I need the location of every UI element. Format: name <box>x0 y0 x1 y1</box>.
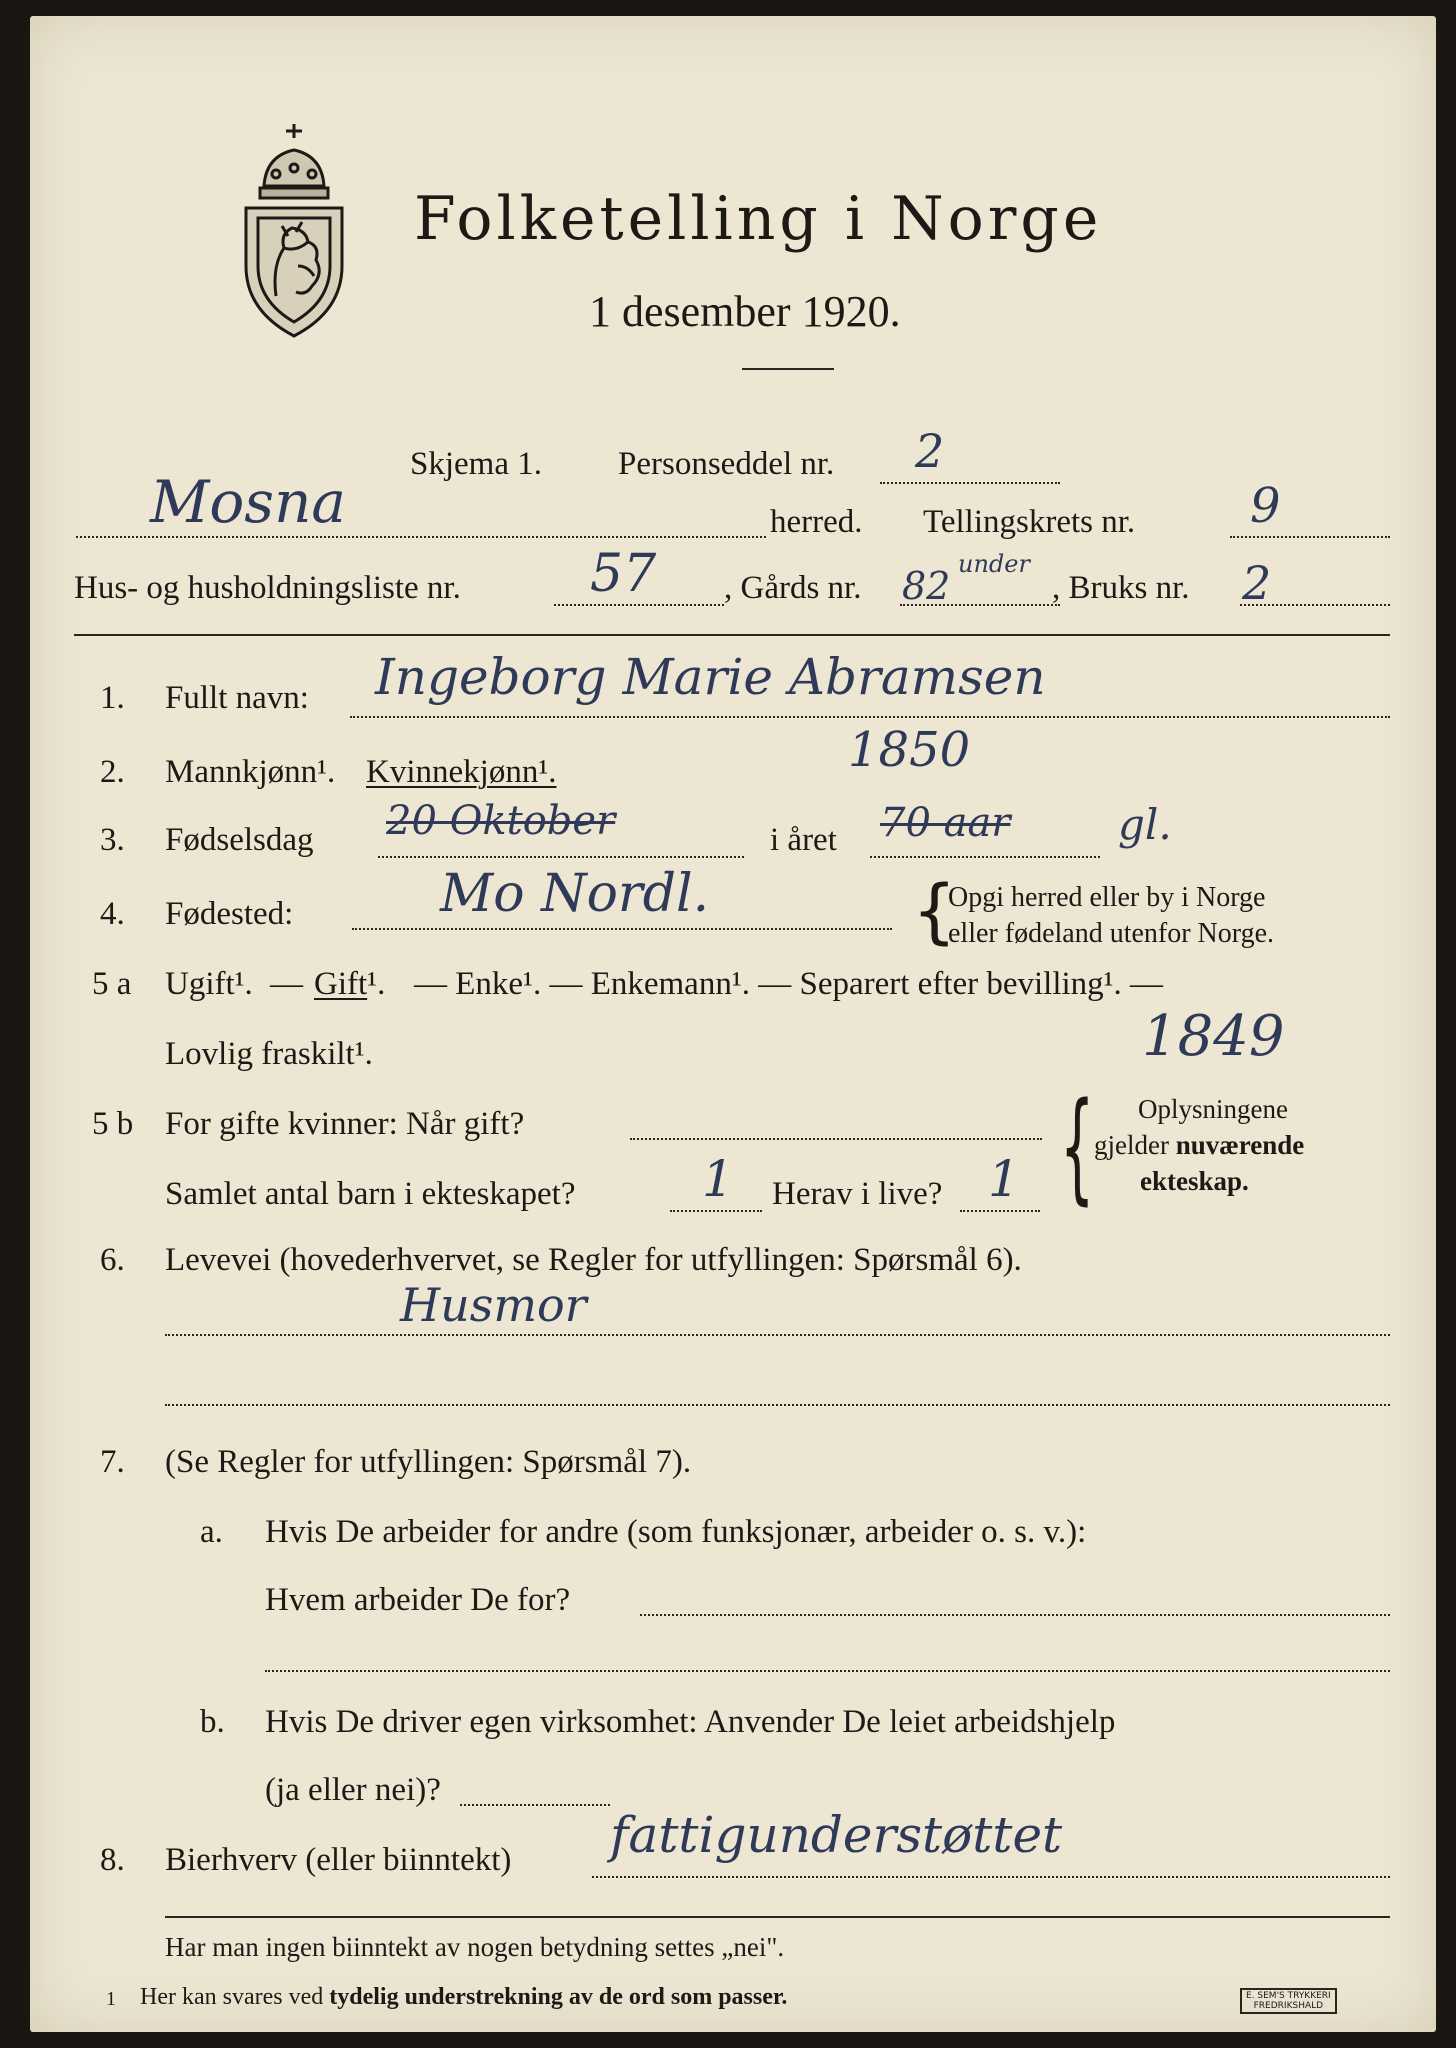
q4-brace: { <box>912 870 957 952</box>
q8-number: 8. <box>100 1842 125 1878</box>
q5a-other-options[interactable]: — Enke¹. — Enkemann¹. — Separert efter bevilling¹. — <box>414 966 1164 1002</box>
q8-value[interactable]: fattigunderstøttet <box>610 1806 1063 1864</box>
q5b-children-value[interactable]: 1 <box>702 1150 734 1208</box>
header-rule <box>74 634 1390 636</box>
footnote-text-a: Her kan svares ved <box>140 1984 330 2010</box>
q5a-gift-sup: ¹. <box>367 966 386 1002</box>
form-date: 1 desember 1920. <box>589 287 901 336</box>
footnote-mark: 1 <box>106 1988 116 2010</box>
hus-value[interactable]: 57 <box>590 544 657 604</box>
q5a-gift-option[interactable] <box>314 966 385 1003</box>
q5b-note-line2b: nuværende <box>1175 1130 1305 1160</box>
q5a-ugift-option[interactable]: Ugift¹. <box>165 966 253 1002</box>
q7a-line1 <box>640 1614 1390 1616</box>
q5b-alive-value[interactable]: 1 <box>988 1150 1020 1208</box>
tellingskrets-label: Tellingskrets nr. <box>923 504 1136 540</box>
q6-value[interactable]: Husmor <box>400 1278 587 1332</box>
footnote-text <box>140 1984 787 2011</box>
form-title: Folketelling i Norge <box>414 184 1103 254</box>
q5b-alive-label: Herav i live? <box>772 1176 943 1212</box>
q5b-children-line <box>670 1210 762 1212</box>
q8-line <box>592 1876 1390 1878</box>
q7-number: 7. <box>100 1444 125 1480</box>
norway-coat-of-arms-icon <box>236 116 352 341</box>
q2-number: 2. <box>100 754 125 790</box>
q5b-note-line2a: gjelder <box>1094 1130 1176 1160</box>
q5b-note-line3: ekteskap. <box>1140 1166 1249 1196</box>
q5b-note-line2 <box>1094 1130 1304 1161</box>
q3-year-line <box>870 856 1100 858</box>
herred-value[interactable]: Mosna <box>150 468 347 536</box>
herred-label: herred. <box>770 504 863 540</box>
printer-stamp <box>1240 1988 1337 2014</box>
bruks-value[interactable]: 2 <box>1242 556 1272 610</box>
q5b-note-line1: Oplysningene <box>1138 1094 1288 1124</box>
q5b-alive-line <box>960 1210 1040 1212</box>
personseddel-label: Personseddel nr. <box>618 446 835 482</box>
q5b-number: 5 b <box>92 1106 134 1142</box>
q4-line <box>352 928 892 930</box>
q3-year-label: i året <box>770 822 837 858</box>
q7b-number: b. <box>200 1704 225 1740</box>
q6-number: 6. <box>100 1242 125 1278</box>
q7a-label: Hvis De arbeider for andre (som funksjonær, arbeider o. s. v.): <box>265 1514 1087 1550</box>
q5b-married-line <box>630 1138 1042 1140</box>
gards-note: under <box>958 550 1030 578</box>
q3-gl: gl. <box>1118 800 1172 849</box>
title-divider <box>742 368 834 370</box>
q3-line <box>378 856 744 858</box>
gards-value[interactable]: 82 <box>902 564 951 608</box>
footnote-text-b: tydelig understrekning av de ord som passer. <box>329 1984 788 2010</box>
q5a-dash: — <box>270 966 303 1002</box>
q3-value[interactable]: 20 Oktober <box>386 798 616 844</box>
q6-line1 <box>165 1334 1390 1336</box>
q5a-gift-text: Gift <box>314 966 368 1002</box>
herred-line <box>76 536 766 538</box>
printer-stamp-line1: E. SEM'S TRYKKERI <box>1246 1991 1331 2001</box>
q5b-children-label: Samlet antal barn i ekteskapet? <box>165 1176 576 1212</box>
q1-number: 1. <box>100 680 125 716</box>
bruks-label: , Bruks nr. <box>1052 570 1190 606</box>
gards-label: , Gårds nr. <box>724 570 862 606</box>
tellingskrets-line <box>1230 536 1390 538</box>
q4-note-line1: Opgi herred eller by i Norge <box>948 882 1266 913</box>
personseddel-line <box>880 482 1060 484</box>
q7a-number: a. <box>200 1514 223 1550</box>
census-form-page <box>30 16 1436 2032</box>
q5b-brace: { <box>1060 1078 1095 1217</box>
q8-label: Bierhverv (eller biinntekt) <box>165 1842 512 1878</box>
printer-stamp-line2: FREDRIKSHALD <box>1253 2001 1324 2011</box>
q7b-label: Hvis De driver egen virksomhet: Anvender De leiet arbeidshjelp <box>265 1704 1116 1740</box>
q4-number: 4. <box>100 896 125 932</box>
q7b-line <box>460 1804 610 1806</box>
q2-male-option[interactable]: Mannkjønn¹. <box>165 754 336 790</box>
q5a-year-value[interactable]: 1849 <box>1142 1004 1285 1069</box>
q7-label: (Se Regler for utfyllingen: Spørsmål 7). <box>165 1444 692 1480</box>
personseddel-value[interactable]: 2 <box>915 424 945 478</box>
q3-year-struck: 70 aar <box>880 800 1011 846</box>
q5a-number: 5 a <box>92 966 132 1002</box>
q6-line2 <box>165 1404 1390 1406</box>
q7a-sub-label: Hvem arbeider De for? <box>265 1582 571 1618</box>
q3-number: 3. <box>100 822 125 858</box>
q1-value[interactable]: Ingeborg Marie Abramsen <box>375 648 1046 706</box>
q5b-label: For gifte kvinner: Når gift? <box>165 1106 525 1142</box>
footer-rule <box>165 1916 1390 1918</box>
q7a-line2 <box>265 1670 1390 1672</box>
tellingskrets-value[interactable]: 9 <box>1250 478 1281 534</box>
q6-label: Levevei (hovederhvervet, se Regler for utfyllingen: Spørsmål 6). <box>165 1242 1022 1278</box>
hus-line <box>554 604 724 606</box>
footer-note: Har man ingen biinntekt av nogen betydning settes „nei". <box>165 1932 785 1962</box>
q5a-lovlig-option[interactable]: Lovlig fraskilt¹. <box>165 1036 373 1072</box>
q3-year-value[interactable]: 1850 <box>848 722 971 778</box>
q1-line <box>350 716 1390 718</box>
q2-female-option[interactable] <box>366 754 556 791</box>
q4-note-line2: eller fødeland utenfor Norge. <box>948 918 1275 949</box>
q2-female-text: Kvinnekjønn¹. <box>366 754 557 790</box>
q4-label: Fødested: <box>165 896 294 932</box>
q1-label: Fullt navn: <box>165 680 309 716</box>
q4-value[interactable]: Mo Nordl. <box>440 864 710 924</box>
skjema-label: Skjema 1. <box>410 446 542 482</box>
hus-label: Hus- og husholdningsliste nr. <box>74 570 461 606</box>
q7b-sub-label: (ja eller nei)? <box>265 1772 441 1808</box>
q3-label: Fødselsdag <box>165 822 314 858</box>
